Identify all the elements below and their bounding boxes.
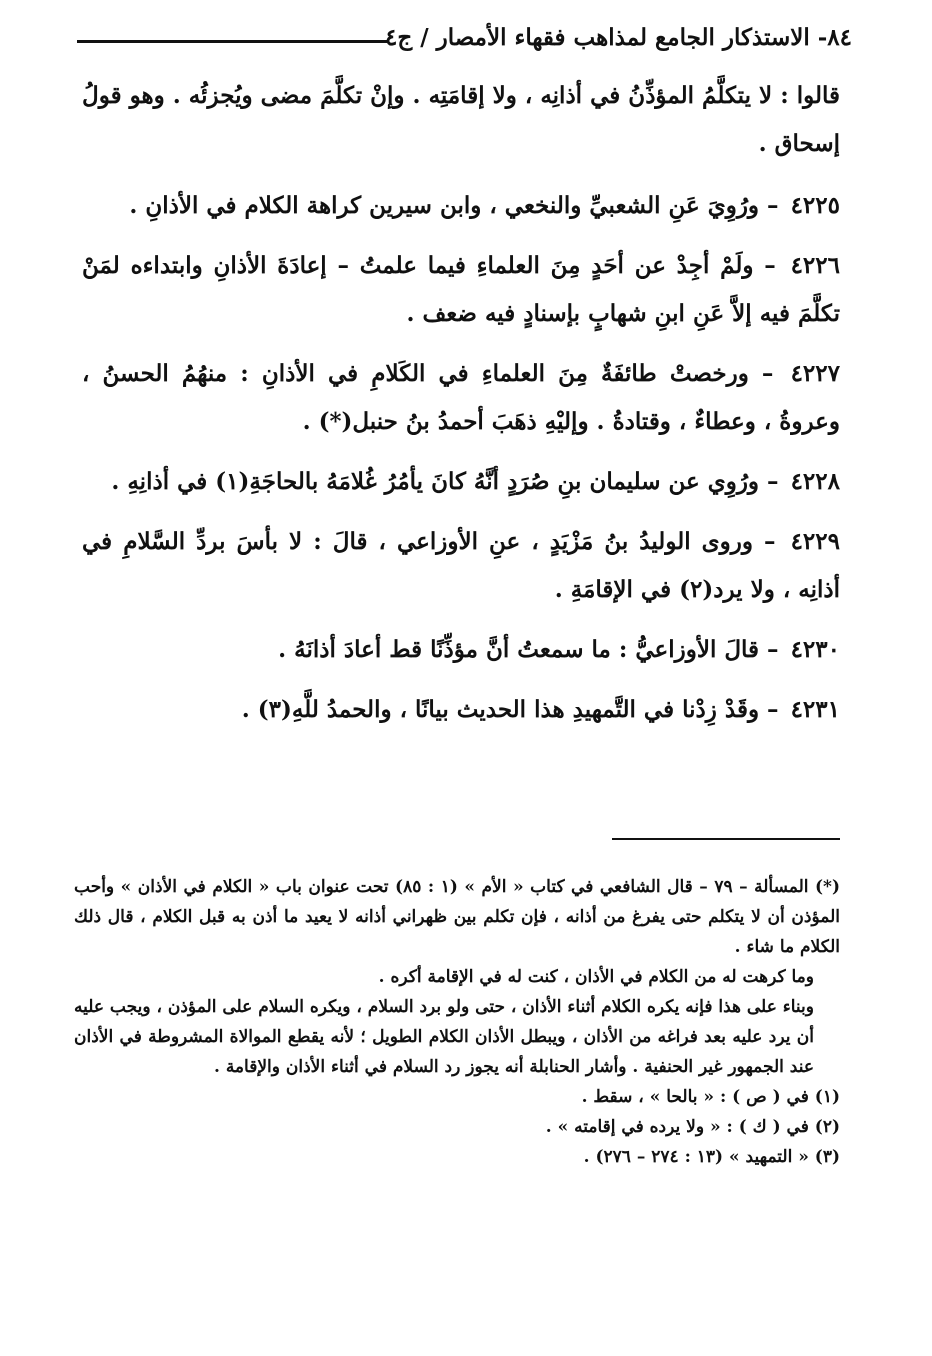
footnote-divider (612, 838, 840, 840)
main-text (82, 72, 840, 746)
paragraph-text: – ورخصتْ طائفَةٌ مِنَ العلماءِ في الكَلامِ في الأذانِ : منهُمُ الحسنُ ، وعروةُ ، وعطاءٌ ، وقتادةُ . وإليْهِ ذهَبَ أحمدُ بنُ حنبل(*) . (82, 360, 840, 435)
paragraph-text: – وقَدْ زِدْنا في التَّمهيدِ هذا الحديث بيانًا ، والحمدُ للَّهِ(٣) . (241, 696, 779, 723)
paragraph-number: ٤٢٣٠ (790, 636, 840, 663)
paragraph-text: قالوا : لا يتكلَّمُ المؤذِّنُ في أذانِه ، ولا إقامَتِه . وإنْ تكلَّمَ مضى ويُجزئُه . وهو قولُ إسحاق . (82, 82, 840, 157)
paragraph-4229 (82, 518, 840, 614)
paragraph-4226 (82, 242, 840, 338)
paragraph-number: ٤٢٣١ (790, 696, 840, 723)
paragraph-number: ٤٢٢٥ (790, 192, 840, 219)
paragraph-text: – ولَمْ أجِدْ عن أحَدٍ مِنَ العلماءِ فيما علمتُ – إعادَةَ الأذانِ وابتداءه لمَنْ تكلَّمَ فيه إلاَّ عَنِ ابنِ شهابٍ بإسنادٍ فيه ضعف . (82, 252, 840, 327)
paragraph-number: ٤٢٢٦ (790, 252, 840, 279)
paragraph-4231 (82, 686, 840, 734)
header-title: ٨٤- الاستذكار الجامع لمذاهب فقهاء الأمصار / ج٤ (384, 24, 852, 51)
paragraph-4227 (82, 350, 840, 446)
paragraph-number: ٤٢٢٩ (790, 528, 840, 555)
footnote-line: وبناء على هذا فإنه يكره الكلام أثناء الأذان ، حتى ولو برد السلام ، ويكره السلام على المؤذن ، ويجب عليه أن يرد عليه بعد فراغه من الأذان ، ويبطل الأذان الكلام الطويل ؛ لأنه يقطع الموالاة المشروطة في الأذان عند الجمهور غير الحنفية . وأشار الحنابلة أنه يجوز رد السلام في أثناء الأذان والإقامة . (74, 997, 814, 1077)
footnote-main: (*) المسألة – ٧٩ – قال الشافعي في كتاب « الأم » (١ : ٨٥) تحت عنوان باب « الكلام في الأذان » وأحب المؤذن أن لا يتكلم حتى يفرغ من أذانه ، فإن تكلم بين ظهراني أذانه لا يعيد ما أذن به قبل الكلام ، قال ذلك الكلام ما شاء . (74, 877, 840, 957)
footnote-1: (١) في ( ص ) : « بالحا » ، سقط . (581, 1087, 840, 1107)
paragraph-text: – ورُوِيَ عَنِ الشعبيِّ والنخعي ، وابن سيرين كراهة الكلام في الأذانِ . (129, 192, 779, 219)
footnote-line: وما كرهت له من الكلام في الأذان ، كنت له في الإقامة أكره . (378, 967, 814, 987)
paragraph-text: – ورُوِي عن سليمان بنِ صُرَدٍ أنَّهُ كانَ يأمُرُ غُلامَهُ بالحاجَةِ(١) في أذانِهِ . (111, 468, 779, 495)
paragraph-4228 (82, 458, 840, 506)
page-header (77, 20, 852, 56)
paragraph-number: ٤٢٢٧ (790, 360, 840, 387)
paragraph-number: ٤٢٢٨ (790, 468, 840, 495)
paragraph-intro (82, 72, 840, 168)
paragraph-4230 (82, 626, 840, 674)
paragraph-4225 (82, 182, 840, 230)
footnotes (74, 872, 840, 1172)
paragraph-text: – وروى الوليدُ بنُ مَزْيَدٍ ، عنِ الأوزاعي ، قالَ : لا بأسَ بردِّ السَّلامِ في أذانِه ، ولا يرد(٢) في الإقامَةِ . (82, 528, 840, 603)
footnote-2: (٢) في ( ك ) : « ولا يرده في إقامته » . (545, 1117, 840, 1137)
paragraph-text: – قالَ الأوزاعيُّ : ما سمعتُ أنَّ مؤذِّنًا قط أعادَ أذانَهُ . (278, 636, 779, 663)
header-rule (77, 40, 389, 43)
footnote-3: (٣) « التمهيد » (١٣ : ٢٧٤ – ٢٧٦) . (583, 1147, 840, 1167)
